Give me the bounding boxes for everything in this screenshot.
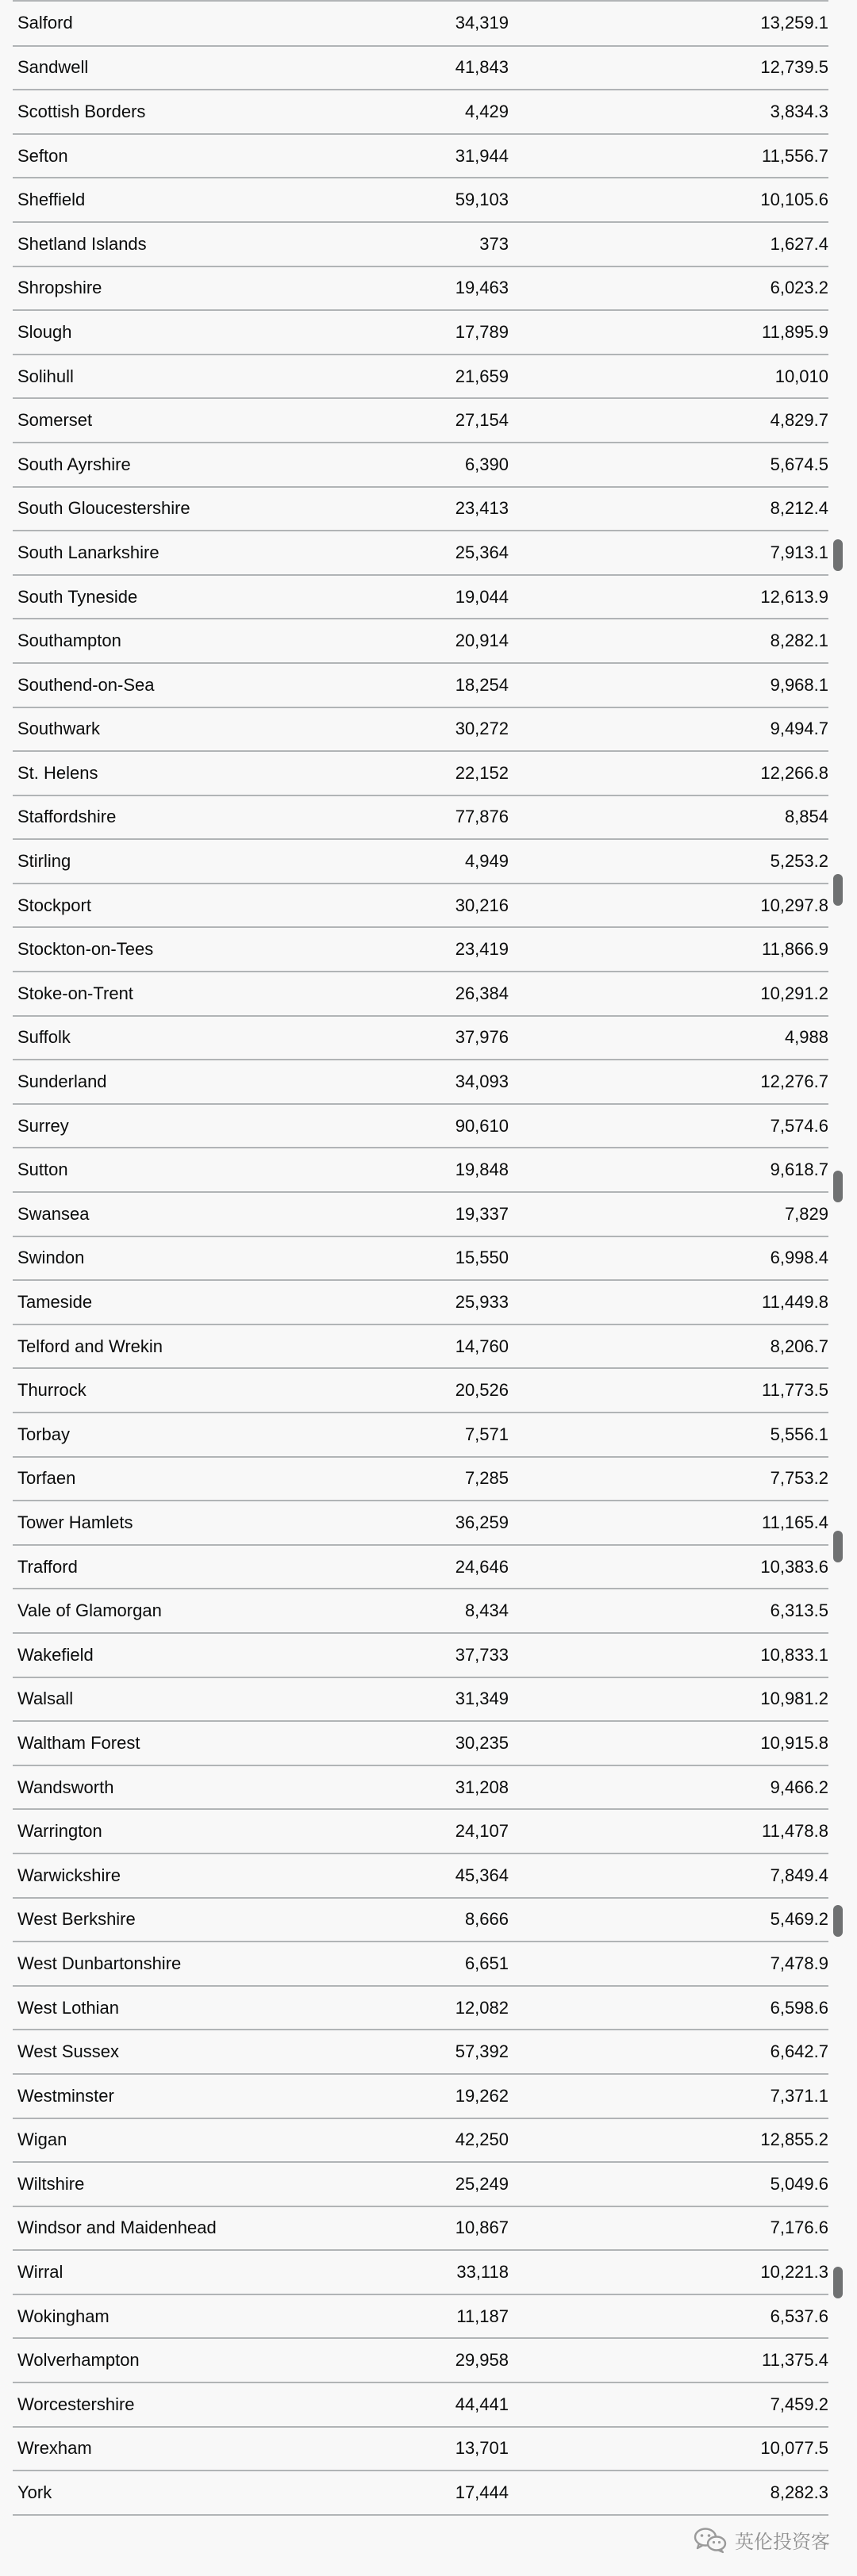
- area-name-cell: Telford and Wrekin: [13, 1324, 330, 1369]
- count-cell: 8,434: [330, 1589, 509, 1633]
- rate-cell: 11,895.9: [509, 310, 828, 355]
- table-row: [13, 1721, 828, 1765]
- count-cell: 34,319: [330, 2, 509, 46]
- count-cell: 24,646: [330, 1545, 509, 1589]
- table-row: [13, 1280, 828, 1324]
- rate-cell: 5,469.2: [509, 1898, 828, 1942]
- count-cell: 8,666: [330, 1898, 509, 1942]
- table-row: [13, 355, 828, 399]
- table-row: [13, 2427, 828, 2471]
- area-name-cell: Shetland Islands: [13, 222, 330, 266]
- area-name-cell: Sutton: [13, 1148, 330, 1192]
- rate-cell: 1,627.4: [509, 222, 828, 266]
- area-name-cell: Southend-on-Sea: [13, 663, 330, 707]
- rate-cell: 10,297.8: [509, 884, 828, 928]
- count-cell: 29,958: [330, 2338, 509, 2382]
- count-cell: 27,154: [330, 398, 509, 443]
- count-cell: 13,701: [330, 2427, 509, 2471]
- rate-cell: 9,618.7: [509, 1148, 828, 1192]
- table-row: [13, 1236, 828, 1281]
- table-row: [13, 1104, 828, 1148]
- table-row: [13, 619, 828, 663]
- count-cell: 19,848: [330, 1148, 509, 1192]
- count-cell: 33,118: [330, 2250, 509, 2294]
- count-cell: 18,254: [330, 663, 509, 707]
- rate-cell: 11,449.8: [509, 1280, 828, 1324]
- count-cell: 6,390: [330, 443, 509, 487]
- rate-cell: 10,981.2: [509, 1677, 828, 1722]
- rate-cell: 8,282.3: [509, 2471, 828, 2515]
- count-cell: 25,933: [330, 1280, 509, 1324]
- table-row: [13, 1060, 828, 1104]
- area-name-cell: West Dunbartonshire: [13, 1942, 330, 1986]
- table-row: [13, 2074, 828, 2118]
- rate-cell: 9,466.2: [509, 1765, 828, 1810]
- table-row: [13, 178, 828, 222]
- area-name-cell: Stockton-on-Tees: [13, 927, 330, 972]
- count-cell: 4,949: [330, 839, 509, 884]
- area-name-cell: West Sussex: [13, 2030, 330, 2074]
- count-cell: 17,444: [330, 2471, 509, 2515]
- watermark: [694, 2526, 830, 2554]
- table-row: [13, 1853, 828, 1898]
- table-row: [13, 575, 828, 619]
- rate-cell: 7,176.6: [509, 2206, 828, 2251]
- table-row: [13, 1501, 828, 1545]
- area-name-cell: Windsor and Maidenhead: [13, 2206, 330, 2251]
- area-name-cell: Wokingham: [13, 2294, 330, 2339]
- rate-cell: 8,212.4: [509, 487, 828, 531]
- table-row: [13, 1986, 828, 2030]
- table-row: [13, 1942, 828, 1986]
- area-name-cell: Wiltshire: [13, 2162, 330, 2206]
- area-name-cell: Sandwell: [13, 46, 330, 90]
- area-name-cell: Thurrock: [13, 1368, 330, 1413]
- rate-cell: 10,915.8: [509, 1721, 828, 1765]
- table-row: [13, 531, 828, 575]
- count-cell: 21,659: [330, 355, 509, 399]
- rate-cell: 6,598.6: [509, 1986, 828, 2030]
- rate-cell: 11,165.4: [509, 1501, 828, 1545]
- rate-cell: 10,077.5: [509, 2427, 828, 2471]
- rate-cell: 10,105.6: [509, 178, 828, 222]
- rate-cell: 7,574.6: [509, 1104, 828, 1148]
- table-row: [13, 2471, 828, 2515]
- area-name-cell: Trafford: [13, 1545, 330, 1589]
- area-name-cell: Scottish Borders: [13, 90, 330, 134]
- rate-cell: 12,266.8: [509, 751, 828, 795]
- area-name-cell: Wrexham: [13, 2427, 330, 2471]
- rate-cell: 5,049.6: [509, 2162, 828, 2206]
- count-cell: 44,441: [330, 2382, 509, 2427]
- rate-cell: 9,494.7: [509, 707, 828, 752]
- rate-cell: 10,383.6: [509, 1545, 828, 1589]
- area-name-cell: St. Helens: [13, 751, 330, 795]
- rate-cell: 11,773.5: [509, 1368, 828, 1413]
- rate-cell: 11,556.7: [509, 134, 828, 178]
- area-name-cell: Staffordshire: [13, 795, 330, 840]
- rate-cell: 10,833.1: [509, 1633, 828, 1677]
- rate-cell: 8,282.1: [509, 619, 828, 663]
- count-cell: 20,914: [330, 619, 509, 663]
- rate-cell: 7,459.2: [509, 2382, 828, 2427]
- table-row: [13, 884, 828, 928]
- scroll-thumb[interactable]: [833, 1531, 843, 1562]
- area-name-cell: Warwickshire: [13, 1853, 330, 1898]
- count-cell: 373: [330, 222, 509, 266]
- table-row: [13, 707, 828, 752]
- area-name-cell: Slough: [13, 310, 330, 355]
- table-row: [13, 2030, 828, 2074]
- area-name-cell: Walsall: [13, 1677, 330, 1722]
- rate-cell: 12,613.9: [509, 575, 828, 619]
- table-row: [13, 1765, 828, 1810]
- count-cell: 4,429: [330, 90, 509, 134]
- rate-cell: 11,478.8: [509, 1809, 828, 1853]
- count-cell: 20,526: [330, 1368, 509, 1413]
- area-name-cell: Westminster: [13, 2074, 330, 2118]
- rate-cell: 12,739.5: [509, 46, 828, 90]
- area-name-cell: York: [13, 2471, 330, 2515]
- table-row: [13, 1898, 828, 1942]
- table-row: [13, 310, 828, 355]
- area-name-cell: Stoke-on-Trent: [13, 972, 330, 1016]
- table-row: [13, 839, 828, 884]
- scroll-thumb[interactable]: [833, 539, 843, 571]
- area-name-cell: South Lanarkshire: [13, 531, 330, 575]
- count-cell: 37,976: [330, 1016, 509, 1060]
- table-row: [13, 1148, 828, 1192]
- area-name-cell: Shropshire: [13, 266, 330, 311]
- table-row: [13, 1545, 828, 1589]
- area-name-cell: Southampton: [13, 619, 330, 663]
- area-name-cell: Wakefield: [13, 1633, 330, 1677]
- count-cell: 10,867: [330, 2206, 509, 2251]
- area-name-cell: West Lothian: [13, 1986, 330, 2030]
- rate-cell: 7,913.1: [509, 531, 828, 575]
- area-name-cell: Southwark: [13, 707, 330, 752]
- count-cell: 57,392: [330, 2030, 509, 2074]
- count-cell: 30,216: [330, 884, 509, 928]
- table-row: [13, 1677, 828, 1722]
- table-row: [13, 46, 828, 90]
- count-cell: 31,208: [330, 1765, 509, 1810]
- wechat-icon: [694, 2527, 727, 2554]
- count-cell: 30,235: [330, 1721, 509, 1765]
- rate-cell: 13,259.1: [509, 2, 828, 46]
- rate-cell: 8,206.7: [509, 1324, 828, 1369]
- table-row: [13, 1016, 828, 1060]
- count-cell: 17,789: [330, 310, 509, 355]
- rate-cell: 4,988: [509, 1016, 828, 1060]
- table-row: [13, 795, 828, 840]
- count-cell: 26,384: [330, 972, 509, 1016]
- table-row: [13, 972, 828, 1016]
- count-cell: 77,876: [330, 795, 509, 840]
- table-row: [13, 2382, 828, 2427]
- rate-cell: 6,537.6: [509, 2294, 828, 2339]
- rate-cell: 6,023.2: [509, 266, 828, 311]
- table-row: [13, 1192, 828, 1236]
- area-name-cell: Warrington: [13, 1809, 330, 1853]
- area-name-cell: West Berkshire: [13, 1898, 330, 1942]
- area-name-cell: South Gloucestershire: [13, 487, 330, 531]
- rate-cell: 6,313.5: [509, 1589, 828, 1633]
- area-name-cell: Salford: [13, 2, 330, 46]
- count-cell: 19,337: [330, 1192, 509, 1236]
- area-name-cell: Suffolk: [13, 1016, 330, 1060]
- rate-cell: 7,753.2: [509, 1457, 828, 1501]
- table-row: [13, 222, 828, 266]
- area-name-cell: South Ayrshire: [13, 443, 330, 487]
- table-row: [13, 266, 828, 311]
- table-row: [13, 2250, 828, 2294]
- count-cell: 59,103: [330, 178, 509, 222]
- area-name-cell: Swansea: [13, 1192, 330, 1236]
- area-name-cell: Stockport: [13, 884, 330, 928]
- table-row: [13, 1324, 828, 1369]
- count-cell: 11,187: [330, 2294, 509, 2339]
- area-name-cell: Solihull: [13, 355, 330, 399]
- table-row: [13, 663, 828, 707]
- area-name-cell: Worcestershire: [13, 2382, 330, 2427]
- count-cell: 19,262: [330, 2074, 509, 2118]
- area-name-cell: Surrey: [13, 1104, 330, 1148]
- rate-cell: 10,291.2: [509, 972, 828, 1016]
- count-cell: 30,272: [330, 707, 509, 752]
- count-cell: 24,107: [330, 1809, 509, 1853]
- scrollbar-track[interactable]: [833, 0, 844, 2522]
- count-cell: 25,364: [330, 531, 509, 575]
- count-cell: 7,571: [330, 1413, 509, 1457]
- count-cell: 19,463: [330, 266, 509, 311]
- scroll-thumb[interactable]: [833, 1171, 843, 1202]
- table-row: [13, 751, 828, 795]
- area-name-cell: Tameside: [13, 1280, 330, 1324]
- rate-cell: 5,674.5: [509, 443, 828, 487]
- table-row: [13, 1589, 828, 1633]
- area-name-cell: Torfaen: [13, 1457, 330, 1501]
- rate-cell: 9,968.1: [509, 663, 828, 707]
- rate-cell: 10,010: [509, 355, 828, 399]
- count-cell: 37,733: [330, 1633, 509, 1677]
- table-row: [13, 443, 828, 487]
- table-row: [13, 1413, 828, 1457]
- count-cell: 90,610: [330, 1104, 509, 1148]
- rate-cell: 3,834.3: [509, 90, 828, 134]
- table-row: [13, 2294, 828, 2339]
- table-row: [13, 2118, 828, 2163]
- area-name-cell: Wandsworth: [13, 1765, 330, 1810]
- rate-cell: 7,849.4: [509, 1853, 828, 1898]
- area-name-cell: Swindon: [13, 1236, 330, 1281]
- rate-cell: 7,371.1: [509, 2074, 828, 2118]
- count-cell: 31,944: [330, 134, 509, 178]
- scroll-thumb[interactable]: [833, 1905, 843, 1937]
- table-row: [13, 398, 828, 443]
- area-name-cell: Sheffield: [13, 178, 330, 222]
- scroll-thumb[interactable]: [833, 874, 843, 906]
- table-body: [13, 2, 828, 2515]
- table-row: [13, 487, 828, 531]
- table-row: [13, 1809, 828, 1853]
- rate-cell: 10,221.3: [509, 2250, 828, 2294]
- table-row: [13, 134, 828, 178]
- rate-cell: 7,478.9: [509, 1942, 828, 1986]
- table-row: [13, 2, 828, 46]
- count-cell: 22,152: [330, 751, 509, 795]
- rate-cell: 4,829.7: [509, 398, 828, 443]
- table-row: [13, 1633, 828, 1677]
- rate-cell: 11,375.4: [509, 2338, 828, 2382]
- count-cell: 14,760: [330, 1324, 509, 1369]
- rate-cell: 12,276.7: [509, 1060, 828, 1104]
- rate-cell: 5,253.2: [509, 839, 828, 884]
- rate-cell: 6,998.4: [509, 1236, 828, 1281]
- area-name-cell: Vale of Glamorgan: [13, 1589, 330, 1633]
- area-name-cell: Wirral: [13, 2250, 330, 2294]
- rate-cell: 7,829: [509, 1192, 828, 1236]
- table-row: [13, 2206, 828, 2251]
- rate-cell: 5,556.1: [509, 1413, 828, 1457]
- table-row: [13, 90, 828, 134]
- rate-cell: 11,866.9: [509, 927, 828, 972]
- count-cell: 41,843: [330, 46, 509, 90]
- area-name-cell: Wigan: [13, 2118, 330, 2163]
- count-cell: 25,249: [330, 2162, 509, 2206]
- rate-cell: 12,855.2: [509, 2118, 828, 2163]
- scroll-thumb[interactable]: [833, 2267, 843, 2298]
- count-cell: 7,285: [330, 1457, 509, 1501]
- table-row: [13, 1457, 828, 1501]
- table-row: [13, 2162, 828, 2206]
- area-name-cell: Somerset: [13, 398, 330, 443]
- area-stats-table: [13, 2, 828, 2516]
- table-row: [13, 2338, 828, 2382]
- count-cell: 6,651: [330, 1942, 509, 1986]
- table-row: [13, 927, 828, 972]
- count-cell: 23,413: [330, 487, 509, 531]
- count-cell: 31,349: [330, 1677, 509, 1722]
- area-name-cell: Sunderland: [13, 1060, 330, 1104]
- area-name-cell: Tower Hamlets: [13, 1501, 330, 1545]
- rate-cell: 8,854: [509, 795, 828, 840]
- area-name-cell: Torbay: [13, 1413, 330, 1457]
- area-name-cell: Wolverhampton: [13, 2338, 330, 2382]
- count-cell: 23,419: [330, 927, 509, 972]
- area-name-cell: Waltham Forest: [13, 1721, 330, 1765]
- area-name-cell: Sefton: [13, 134, 330, 178]
- count-cell: 34,093: [330, 1060, 509, 1104]
- count-cell: 19,044: [330, 575, 509, 619]
- area-name-cell: Stirling: [13, 839, 330, 884]
- count-cell: 15,550: [330, 1236, 509, 1281]
- count-cell: 12,082: [330, 1986, 509, 2030]
- count-cell: 42,250: [330, 2118, 509, 2163]
- area-name-cell: South Tyneside: [13, 575, 330, 619]
- count-cell: 45,364: [330, 1853, 509, 1898]
- table-row: [13, 1368, 828, 1413]
- count-cell: 36,259: [330, 1501, 509, 1545]
- rate-cell: 6,642.7: [509, 2030, 828, 2074]
- watermark-text: 英伦投资客: [735, 2531, 830, 2553]
